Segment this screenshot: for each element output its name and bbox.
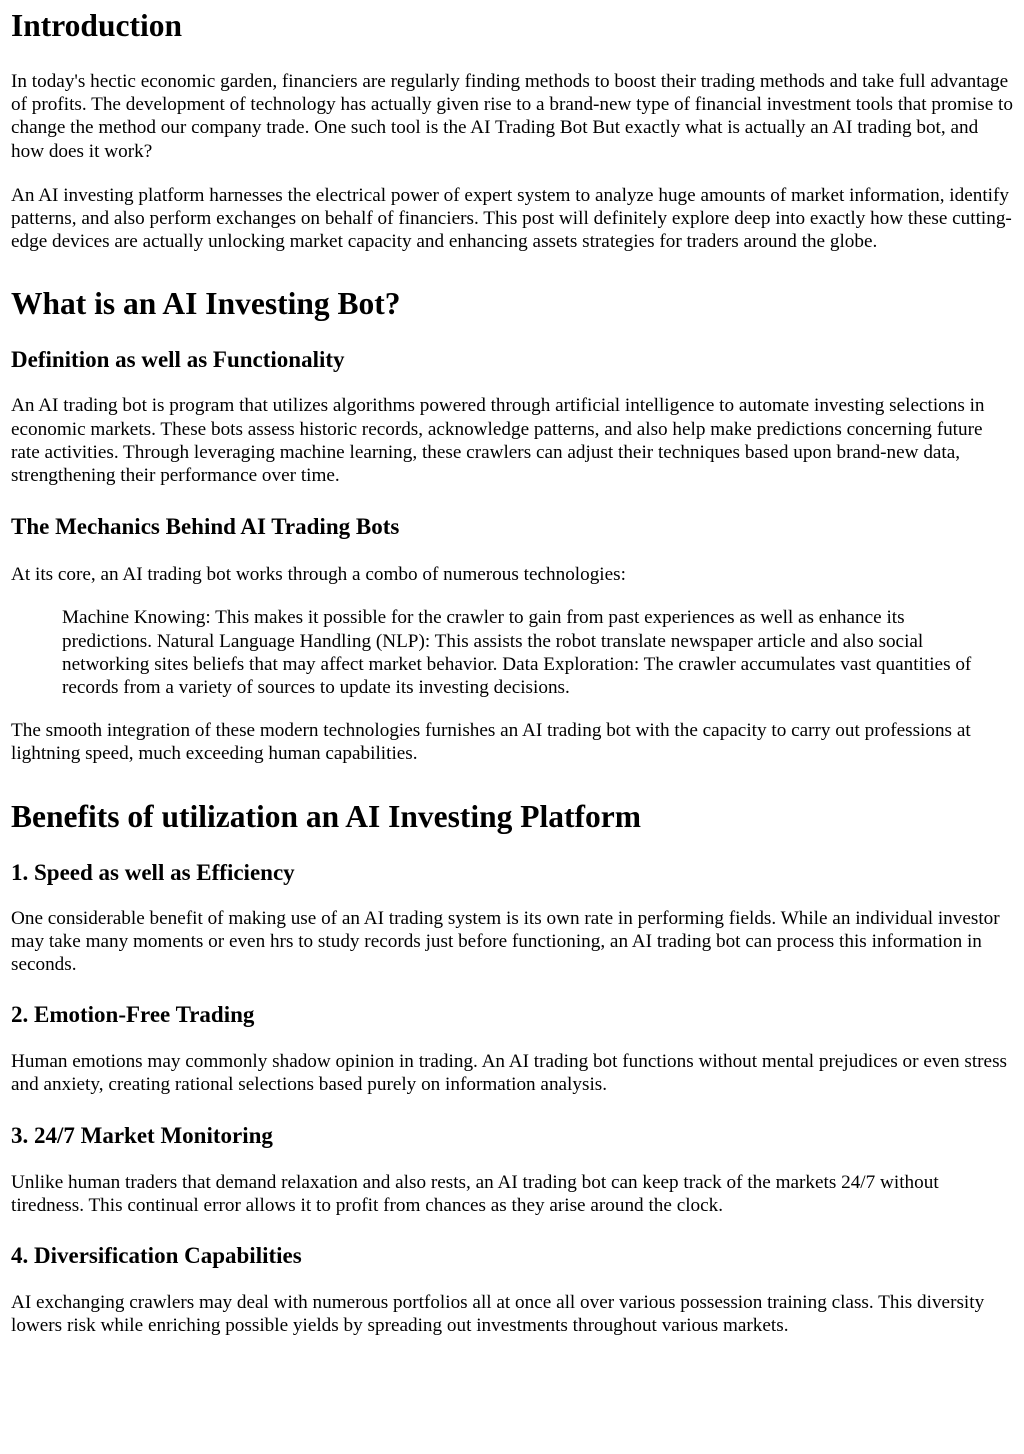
heading-benefits: Benefits of utilization an AI Investing Platform <box>11 798 641 834</box>
subheading-emotion-free: 2. Emotion-Free Trading <box>11 1002 255 1028</box>
article <box>0 8 1024 1337</box>
definition-paragraph: An AI trading bot is program that utilizes algorithms powered through artificial intelligence to automate investing selections in economic markets. These bots assess historic records, acknowledge patterns, and also help make predictions concerning future rate activities. Through leveraging machine learning, these crawlers can adjust their techniques based upon brand-new data, strengthening their performance over time. <box>11 395 985 487</box>
heading-what-is-ai-bot: What is an AI Investing Bot? <box>11 286 401 322</box>
subheading-definition: Definition as well as Functionality <box>11 347 345 373</box>
mechanics-after-paragraph: The smooth integration of these modern technologies furnishes an AI trading bot with the capacity to carry out professions at lightning speed, much exceeding human capabilities. <box>11 720 971 765</box>
diversification-paragraph: AI exchanging crawlers may deal with numerous portfolios all at once all over various possession training class. This diversity lowers risk while enriching possible yields by spreading out investments throughout various markets. <box>11 1292 985 1337</box>
intro-paragraph-1: In today's hectic economic garden, financiers are regularly finding methods to boost their trading methods and take full advantage of profits. The development of technology has actually given rise to a brand-new type of financial investment tools that promise to change the method our company trade. One such tool is the AI Trading Bot But exactly what is actually an AI trading bot, and how does it work? <box>11 71 1013 162</box>
subheading-monitoring: 3. 24/7 Market Monitoring <box>11 1122 273 1148</box>
subheading-mechanics: The Mechanics Behind AI Trading Bots <box>11 514 400 540</box>
intro-paragraph-2: An AI investing platform harnesses the electrical power of expert system to analyze huge amounts of market information, identify patterns, and also perform exchanges on behalf of financiers. This post will definitely explore deep into exactly how these cutting-edge devices are actually unlocking market capacity and enhancing assets strategies for traders around the globe. <box>11 184 1012 253</box>
emotion-free-paragraph: Human emotions may commonly shadow opinion in trading. An AI trading bot functions without mental prejudices or even stress and anxiety, creating rational selections based purely on information analysis. <box>11 1051 1007 1096</box>
mechanics-paragraph: At its core, an AI trading bot works through a combo of numerous technologies: <box>11 564 626 586</box>
subheading-diversification: 4. Diversification Capabilities <box>11 1243 302 1269</box>
subheading-speed: 1. Speed as well as Efficiency <box>11 859 295 885</box>
monitoring-paragraph: Unlike human traders that demand relaxation and also rests, an AI trading bot can keep track of the markets 24/7 without tiredness. This continual error allows it to profit from chances as they arise around the clock. <box>11 1171 939 1216</box>
heading-introduction: Introduction <box>11 8 182 43</box>
technologies-quote: Machine Knowing: This makes it possible for the crawler to gain from past experiences as well as enhance its predictions. Natural Language Handling (NLP): This assists the robot translate newspaper article and also social networking sites beliefs that may affect market behavior. Data Exploration: The crawler accumulates vast quantities of records from a variety of sources to update its investing decisions. <box>62 607 972 699</box>
speed-paragraph: One considerable benefit of making use of an AI trading system is its own rate in performing fields. While an individual investor may take many moments or even hrs to study records just before functioning, an AI trading bot can process this information in seconds. <box>11 907 1000 976</box>
